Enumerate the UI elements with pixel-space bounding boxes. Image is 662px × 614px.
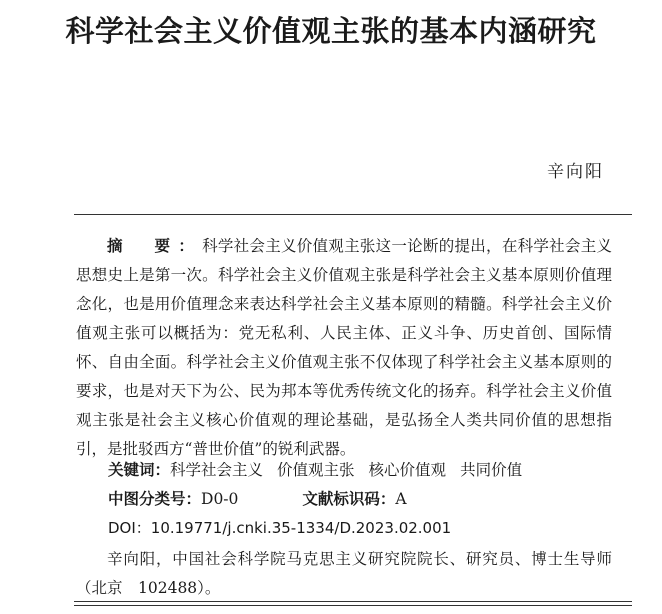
article-title: 科学社会主义价值观主张的基本内涵研究 xyxy=(65,14,597,48)
doi-value: 10.19771/j.cnki.35-1334/D.2023.02.001 xyxy=(150,519,452,537)
classification-row xyxy=(108,485,407,514)
doi-row xyxy=(108,514,451,543)
doc-code-label: 文献标识码： xyxy=(302,490,396,508)
keyword-item: 共同价值 xyxy=(460,461,523,479)
author-bio: 辛向阳，中国社会科学院马克思主义研究院院长、研究员、博士生导师（北京 102488）。 xyxy=(76,550,612,597)
doi-label: DOI： xyxy=(108,519,151,537)
abstract-paragraph xyxy=(76,232,612,464)
abstract-text: 科学社会主义价值观主张这一论断的提出，在科学社会主义思想史上是第一次。科学社会主义价值观主张是科学社会主义基本原则价值理念化，也是用价值理念来表达科学社会主义基本原则的精髓。科学社会主义价值观主张可以概括为：党无私利、人民主体、正义斗争、历史首创、国际情怀、自由全面。科学社会主义价值观主张不仅体现了科学社会主义基本原则的要求，也是对天下为公、民为邦本等优秀传统文化的扬弃。科学社会主义价值观主张是社会主义核心价值观的理论基础，是弘扬全人类共同价值的思想指引，是批驳西方“普世价值”的锐利武器。 xyxy=(76,237,612,458)
abstract-label: 摘 要： xyxy=(107,237,203,255)
keyword-item: 核心价值观 xyxy=(368,461,447,479)
keywords-label: 关键词： xyxy=(108,461,171,479)
keyword-item: 价值观主张 xyxy=(277,461,355,479)
divider-top xyxy=(74,214,632,215)
keyword-item: 科学社会主义 xyxy=(170,461,264,479)
divider-bottom-double xyxy=(74,605,632,606)
divider-bottom xyxy=(74,601,632,602)
clc-label: 中图分类号： xyxy=(108,490,202,508)
keywords-row xyxy=(108,456,522,485)
clc-value: D0-0 xyxy=(201,490,239,508)
doc-code-value: A xyxy=(395,490,407,508)
author-name: 辛向阳 xyxy=(547,162,604,182)
